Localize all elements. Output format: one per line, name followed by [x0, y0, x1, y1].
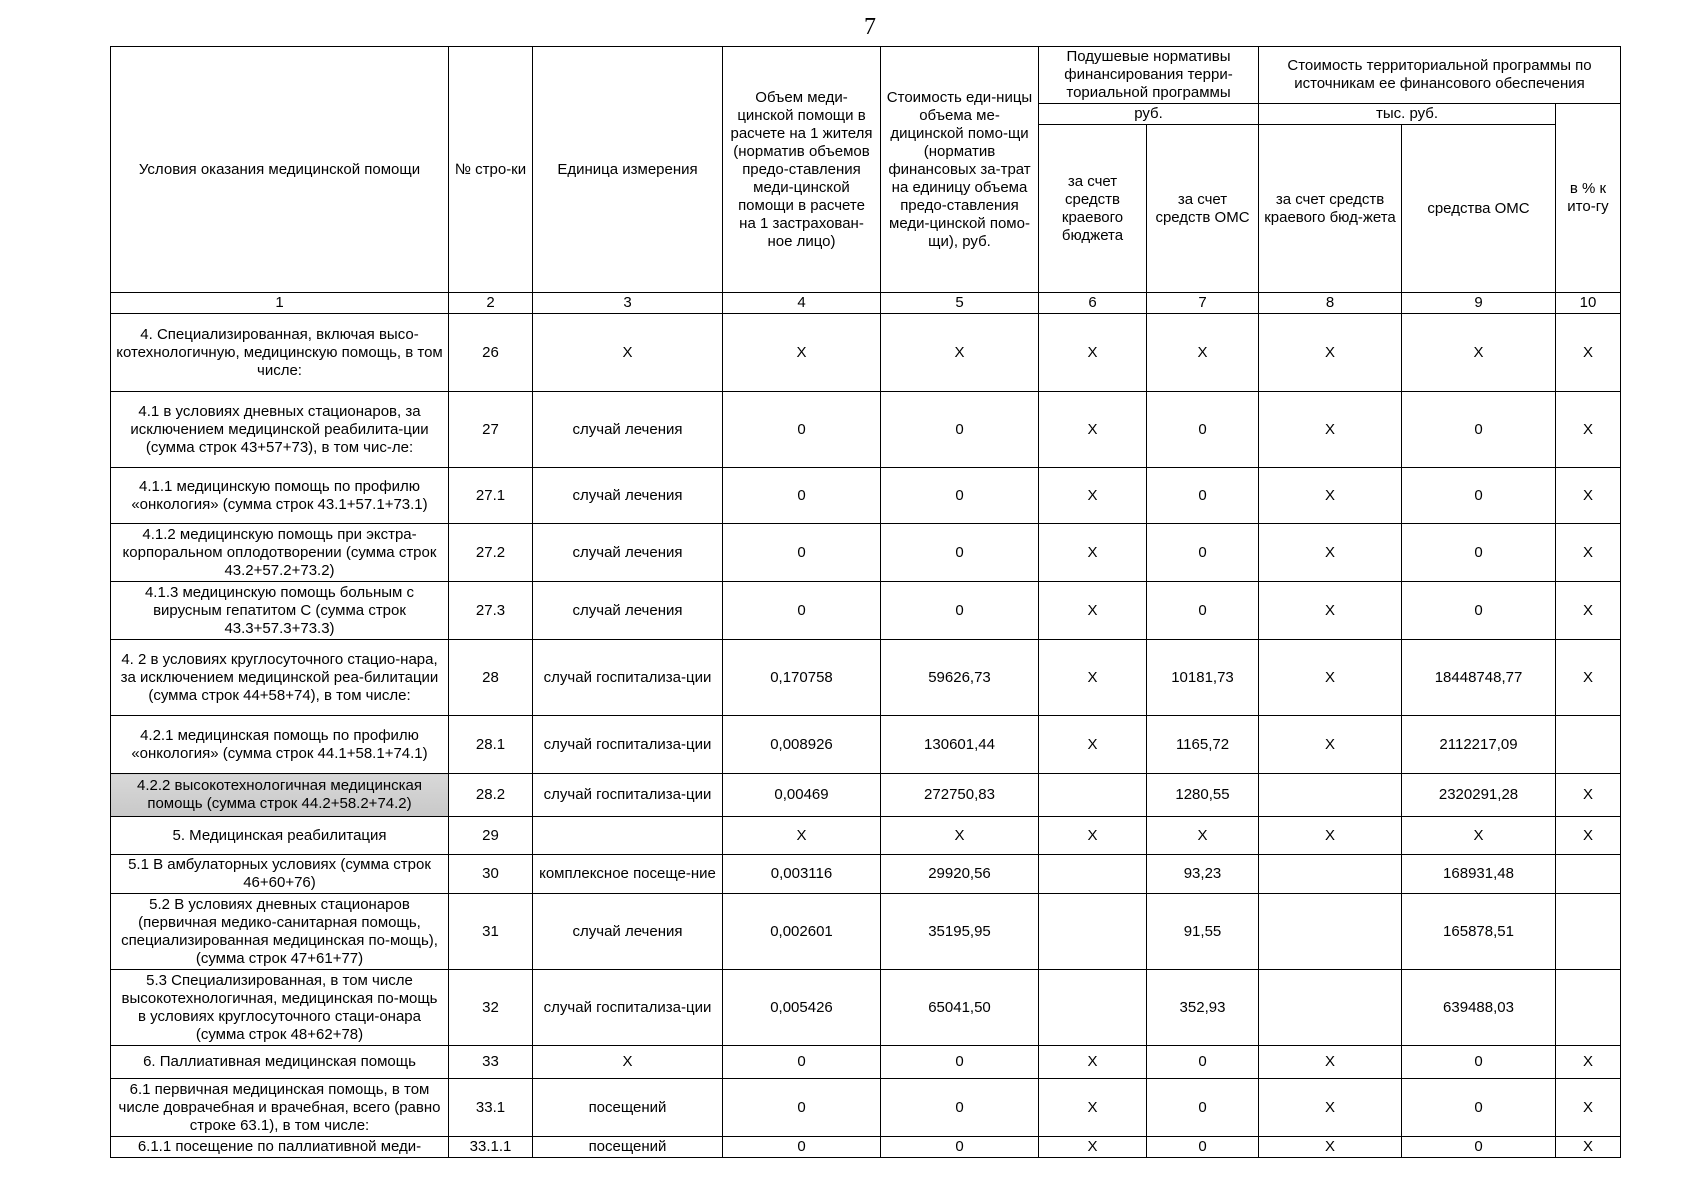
row-regional-budget-thousand: Х: [1259, 392, 1402, 468]
row-oms-thousand: 2112217,09: [1402, 716, 1556, 774]
row-percent-total: Х: [1556, 524, 1621, 582]
row-unit-cost: 65041,50: [881, 970, 1039, 1046]
row-oms-rub: 91,55: [1147, 894, 1259, 970]
row-unit-cost: 272750,83: [881, 774, 1039, 817]
row-line-number: 29: [449, 817, 533, 855]
row-condition: 4.1.3 медицинскую помощь больным с вирусным гепатитом С (сумма строк 43.3+57.3+73.3): [111, 582, 449, 640]
row-unit: случай лечения: [533, 894, 723, 970]
row-line-number: 28.1: [449, 716, 533, 774]
row-line-number: 30: [449, 855, 533, 894]
row-unit-cost: 0: [881, 392, 1039, 468]
row-unit: случай лечения: [533, 468, 723, 524]
row-regional-budget-thousand: Х: [1259, 640, 1402, 716]
row-regional-budget-rub: [1039, 894, 1147, 970]
header-line-number: № стро-ки: [449, 47, 533, 293]
row-unit: случай лечения: [533, 524, 723, 582]
row-unit-cost: Х: [881, 817, 1039, 855]
row-regional-budget-thousand: Х: [1259, 817, 1402, 855]
table-header: [111, 47, 1621, 314]
row-regional-budget-rub: [1039, 774, 1147, 817]
row-regional-budget-rub: Х: [1039, 1137, 1147, 1158]
table-row: [111, 894, 1621, 970]
row-oms-rub: 0: [1147, 392, 1259, 468]
row-line-number: 33.1.1: [449, 1137, 533, 1158]
row-line-number: 27: [449, 392, 533, 468]
row-line-number: 27.1: [449, 468, 533, 524]
header-program-cost: Стоимость территориальной программы по источникам ее финансового обеспечения: [1259, 47, 1621, 104]
row-volume: Х: [723, 314, 881, 392]
table-row: [111, 1137, 1621, 1158]
row-unit: случай лечения: [533, 582, 723, 640]
territorial-program-table: [110, 46, 1621, 1158]
row-oms-rub: 1165,72: [1147, 716, 1259, 774]
header-unit-rub: руб.: [1039, 104, 1259, 125]
row-unit: комплексное посеще-ние: [533, 855, 723, 894]
row-unit-cost: 59626,73: [881, 640, 1039, 716]
table-row: [111, 817, 1621, 855]
row-oms-rub: 1280,55: [1147, 774, 1259, 817]
row-percent-total: Х: [1556, 582, 1621, 640]
row-regional-budget-rub: Х: [1039, 582, 1147, 640]
row-unit: посещений: [533, 1137, 723, 1158]
page-number: 7: [864, 14, 876, 40]
row-percent-total: [1556, 716, 1621, 774]
table-row: [111, 314, 1621, 392]
row-regional-budget-thousand: Х: [1259, 524, 1402, 582]
row-regional-budget-thousand: Х: [1259, 314, 1402, 392]
row-percent-total: Х: [1556, 1079, 1621, 1137]
row-regional-budget-rub: Х: [1039, 468, 1147, 524]
row-percent-total: Х: [1556, 817, 1621, 855]
row-volume: 0,170758: [723, 640, 881, 716]
row-percent-total: Х: [1556, 640, 1621, 716]
row-unit: Х: [533, 1046, 723, 1079]
header-unit: Единица измерения: [533, 47, 723, 293]
table-row: [111, 582, 1621, 640]
row-condition: 6. Паллиативная медицинская помощь: [111, 1046, 449, 1079]
row-oms-thousand: 0: [1402, 1079, 1556, 1137]
column-number: 6: [1039, 293, 1147, 314]
row-condition: 6.1.1 посещение по паллиативной меди-: [111, 1137, 449, 1158]
table-row: [111, 716, 1621, 774]
row-line-number: 28.2: [449, 774, 533, 817]
column-numbers-row: [111, 293, 1621, 314]
header-oms-rub: за счет средств ОМС: [1147, 125, 1259, 293]
row-unit-cost: 0: [881, 1079, 1039, 1137]
header-unit-cost: Стоимость еди-ницы объема ме-дицинской помо-щи (норматив финансовых за-трат на единицу объема предо-ставления меди-цинской помо-щи), руб.: [881, 47, 1039, 293]
row-oms-rub: 93,23: [1147, 855, 1259, 894]
row-oms-thousand: 2320291,28: [1402, 774, 1556, 817]
table-row: [111, 392, 1621, 468]
row-unit-cost: 0: [881, 1137, 1039, 1158]
row-condition: 6.1 первичная медицинская помощь, в том числе доврачебная и врачебная, всего (равно строке 63.1), в том числе:: [111, 1079, 449, 1137]
row-volume: 0: [723, 524, 881, 582]
column-number: 8: [1259, 293, 1402, 314]
row-regional-budget-thousand: [1259, 894, 1402, 970]
row-volume: 0,002601: [723, 894, 881, 970]
row-percent-total: Х: [1556, 1046, 1621, 1079]
table-row: [111, 524, 1621, 582]
row-oms-rub: 10181,73: [1147, 640, 1259, 716]
row-line-number: 31: [449, 894, 533, 970]
row-oms-rub: Х: [1147, 314, 1259, 392]
row-oms-rub: 352,93: [1147, 970, 1259, 1046]
row-regional-budget-rub: [1039, 855, 1147, 894]
row-regional-budget-thousand: Х: [1259, 1137, 1402, 1158]
row-unit: случай госпитализа-ции: [533, 970, 723, 1046]
header-regional-budget-rub: за счет средств краевого бюджета: [1039, 125, 1147, 293]
table-row: [111, 774, 1621, 817]
row-percent-total: [1556, 855, 1621, 894]
row-line-number: 26: [449, 314, 533, 392]
row-regional-budget-rub: Х: [1039, 640, 1147, 716]
row-unit: случай госпитализа-ции: [533, 640, 723, 716]
table-body: [111, 314, 1621, 1158]
row-oms-thousand: 165878,51: [1402, 894, 1556, 970]
row-unit-cost: 0: [881, 1046, 1039, 1079]
table-row: [111, 1079, 1621, 1137]
row-regional-budget-thousand: Х: [1259, 716, 1402, 774]
column-number: 3: [533, 293, 723, 314]
row-percent-total: Х: [1556, 1137, 1621, 1158]
row-volume: 0: [723, 468, 881, 524]
row-volume: 0: [723, 1137, 881, 1158]
row-condition: 4. 2 в условиях круглосуточного стацио-нара, за исключением медицинской реа-билитации (сумма строк 44+58+74), в том числе:: [111, 640, 449, 716]
row-regional-budget-rub: [1039, 970, 1147, 1046]
row-percent-total: [1556, 894, 1621, 970]
row-percent-total: [1556, 970, 1621, 1046]
row-unit-cost: 130601,44: [881, 716, 1039, 774]
row-line-number: 28: [449, 640, 533, 716]
row-percent-total: Х: [1556, 314, 1621, 392]
row-condition: 4.2.2 высокотехнологичная медицинская помощь (сумма строк 44.2+58.2+74.2): [111, 774, 449, 817]
row-unit-cost: 0: [881, 524, 1039, 582]
row-volume: 0,00469: [723, 774, 881, 817]
row-oms-thousand: 168931,48: [1402, 855, 1556, 894]
row-line-number: 27.3: [449, 582, 533, 640]
row-line-number: 32: [449, 970, 533, 1046]
row-oms-rub: 0: [1147, 524, 1259, 582]
row-oms-rub: 0: [1147, 582, 1259, 640]
row-regional-budget-rub: Х: [1039, 716, 1147, 774]
row-volume: 0: [723, 392, 881, 468]
row-unit-cost: 0: [881, 582, 1039, 640]
row-condition: 5. Медицинская реабилитация: [111, 817, 449, 855]
row-regional-budget-rub: Х: [1039, 1079, 1147, 1137]
row-unit: посещений: [533, 1079, 723, 1137]
table-row: [111, 970, 1621, 1046]
row-oms-thousand: 0: [1402, 1046, 1556, 1079]
row-condition: 4.1.2 медицинскую помощь при экстра-корпоральном оплодотворении (сумма строк 43.2+57.2+73.2): [111, 524, 449, 582]
row-percent-total: Х: [1556, 774, 1621, 817]
row-unit: Х: [533, 314, 723, 392]
column-number: 9: [1402, 293, 1556, 314]
row-volume: 0,005426: [723, 970, 881, 1046]
row-unit-cost: 29920,56: [881, 855, 1039, 894]
table-row: [111, 640, 1621, 716]
row-condition: 4.1 в условиях дневных стационаров, за исключением медицинской реабилита-ции (сумма строк 43+57+73), в том чис-ле:: [111, 392, 449, 468]
row-oms-thousand: 0: [1402, 1137, 1556, 1158]
row-line-number: 33.1: [449, 1079, 533, 1137]
row-oms-thousand: 639488,03: [1402, 970, 1556, 1046]
row-oms-thousand: 0: [1402, 392, 1556, 468]
row-oms-rub: Х: [1147, 817, 1259, 855]
row-volume: 0,008926: [723, 716, 881, 774]
row-oms-rub: 0: [1147, 1137, 1259, 1158]
row-condition: 4.1.1 медицинскую помощь по профилю «онкология» (сумма строк 43.1+57.1+73.1): [111, 468, 449, 524]
row-line-number: 33: [449, 1046, 533, 1079]
row-oms-thousand: Х: [1402, 314, 1556, 392]
row-percent-total: Х: [1556, 468, 1621, 524]
table-row: [111, 468, 1621, 524]
row-regional-budget-rub: Х: [1039, 314, 1147, 392]
row-regional-budget-thousand: Х: [1259, 1079, 1402, 1137]
table-row: [111, 855, 1621, 894]
row-oms-rub: 0: [1147, 1046, 1259, 1079]
row-regional-budget-rub: Х: [1039, 524, 1147, 582]
row-oms-thousand: 0: [1402, 468, 1556, 524]
row-unit: случай госпитализа-ции: [533, 716, 723, 774]
row-oms-thousand: Х: [1402, 817, 1556, 855]
header-regional-budget-thousand: за счет средств краевого бюд-жета: [1259, 125, 1402, 293]
header-unit-thousand-rub: тыс. руб.: [1259, 104, 1556, 125]
row-percent-total: Х: [1556, 392, 1621, 468]
header-oms-thousand: средства ОМС: [1402, 125, 1556, 293]
row-regional-budget-rub: Х: [1039, 392, 1147, 468]
row-regional-budget-rub: Х: [1039, 817, 1147, 855]
row-regional-budget-rub: Х: [1039, 1046, 1147, 1079]
row-volume: 0: [723, 1079, 881, 1137]
row-line-number: 27.2: [449, 524, 533, 582]
row-volume: Х: [723, 817, 881, 855]
row-volume: 0,003116: [723, 855, 881, 894]
column-number: 4: [723, 293, 881, 314]
header-volume: Объем меди-цинской помощи в расчете на 1 жителя (норматив объемов предо-ставления меди-цинской помощи в расчете на 1 застрахован-ное лицо): [723, 47, 881, 293]
row-oms-rub: 0: [1147, 1079, 1259, 1137]
row-regional-budget-thousand: [1259, 774, 1402, 817]
row-regional-budget-thousand: Х: [1259, 468, 1402, 524]
row-regional-budget-thousand: [1259, 970, 1402, 1046]
header-per-capita-norms: Подушевые нормативы финансирования терри-ториальной программы: [1039, 47, 1259, 104]
row-regional-budget-thousand: Х: [1259, 1046, 1402, 1079]
row-unit: случай госпитализа-ции: [533, 774, 723, 817]
table-row: [111, 1046, 1621, 1079]
column-number: 5: [881, 293, 1039, 314]
row-condition: 4.2.1 медицинская помощь по профилю «онкология» (сумма строк 44.1+58.1+74.1): [111, 716, 449, 774]
column-number: 7: [1147, 293, 1259, 314]
row-regional-budget-thousand: [1259, 855, 1402, 894]
row-condition: 5.2 В условиях дневных стационаров (первичная медико-санитарная помощь, специализированная медицинская по-мощь), (сумма строк 47+61+77): [111, 894, 449, 970]
row-oms-thousand: 18448748,77: [1402, 640, 1556, 716]
row-unit-cost: 0: [881, 468, 1039, 524]
row-condition: 4. Специализированная, включая высо-котехнологичную, медицинскую помощь, в том числе:: [111, 314, 449, 392]
column-number: 10: [1556, 293, 1621, 314]
row-unit: случай лечения: [533, 392, 723, 468]
row-volume: 0: [723, 582, 881, 640]
column-number: 1: [111, 293, 449, 314]
header-conditions: Условия оказания медицинской помощи: [111, 47, 449, 293]
header-percent-total: в % к ито-гу: [1556, 104, 1621, 293]
row-oms-thousand: 0: [1402, 582, 1556, 640]
row-regional-budget-thousand: Х: [1259, 582, 1402, 640]
row-unit-cost: Х: [881, 314, 1039, 392]
row-oms-rub: 0: [1147, 468, 1259, 524]
column-number: 2: [449, 293, 533, 314]
row-oms-thousand: 0: [1402, 524, 1556, 582]
row-unit: [533, 817, 723, 855]
row-volume: 0: [723, 1046, 881, 1079]
row-condition: 5.3 Специализированная, в том числе высокотехнологичная, медицинская по-мощь в условиях круглосуточного стаци-онара (сумма строк 48+62+78): [111, 970, 449, 1046]
row-unit-cost: 35195,95: [881, 894, 1039, 970]
row-condition: 5.1 В амбулаторных условиях (сумма строк 46+60+76): [111, 855, 449, 894]
